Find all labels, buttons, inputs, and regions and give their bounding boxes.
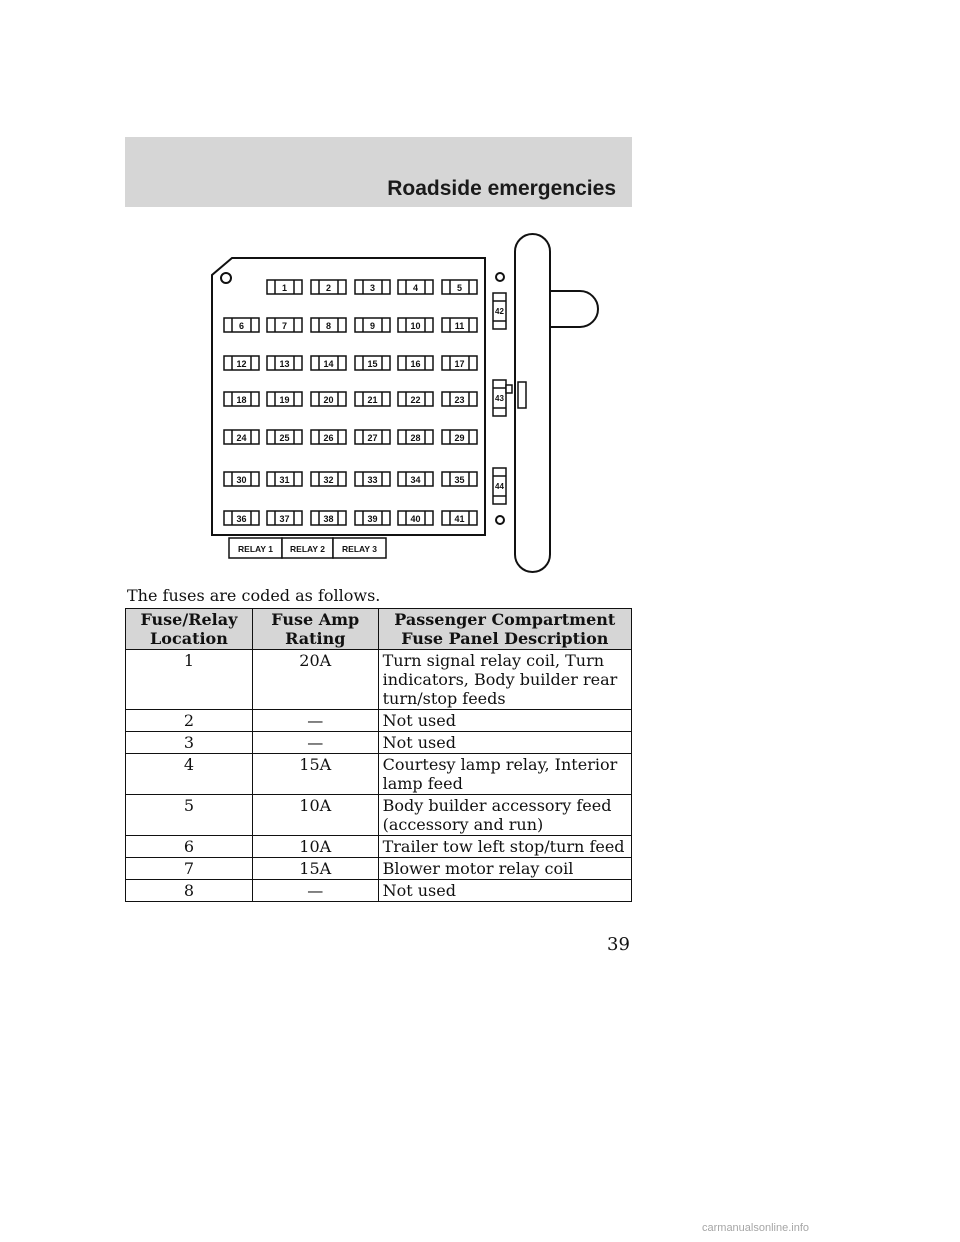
- fuse-slot: [355, 472, 390, 486]
- relay-connector: [518, 382, 526, 408]
- page-number: 39: [607, 934, 630, 955]
- fuse-slot: [442, 472, 477, 486]
- fuse-label: 16: [410, 359, 421, 369]
- fuse-slot: [224, 472, 259, 486]
- fuse-label: 13: [279, 359, 290, 369]
- fuse-label: 32: [323, 475, 334, 485]
- table-row: [126, 836, 632, 858]
- fuse-label: 12: [236, 359, 247, 369]
- fuse-slot: [442, 356, 477, 370]
- fuse-slot: [442, 318, 477, 332]
- fuse-label: 39: [367, 514, 378, 524]
- cell-description: Turn signal relay coil, Turn indicators, Body builder rear turn/stop feeds: [378, 650, 631, 710]
- fuse-slot: [442, 392, 477, 406]
- fuse-table: [125, 608, 632, 902]
- fuse-label: 11: [454, 321, 465, 331]
- column-header-location: Fuse/Relay Location: [126, 609, 253, 650]
- cell-rating: —: [252, 710, 378, 732]
- mounting-hole: [221, 273, 231, 283]
- cell-rating: 10A: [252, 795, 378, 836]
- fuse-label: 36: [236, 514, 247, 524]
- table-header-row: [126, 609, 632, 650]
- table-row: [126, 710, 632, 732]
- column-header-rating: Fuse Amp Rating: [252, 609, 378, 650]
- fuse-slot: [355, 392, 390, 406]
- fuse-slot: [267, 280, 302, 294]
- fuse-slot: [311, 430, 346, 444]
- fuse-label: 22: [410, 395, 421, 405]
- cell-rating: —: [252, 732, 378, 754]
- fuse-slot: [398, 392, 433, 406]
- fuse-label: 30: [236, 475, 247, 485]
- fuse-label: 5: [456, 283, 463, 293]
- fuse-label: 41: [454, 514, 465, 524]
- relay-label: RELAY 1: [238, 544, 273, 554]
- fuse-slot: [398, 511, 433, 525]
- fuse-label: 6: [238, 321, 245, 331]
- fuse-label: 33: [367, 475, 378, 485]
- fuse-label: 3: [369, 283, 376, 293]
- watermark: carmanualsonline.info: [702, 1222, 810, 1234]
- table-row: [126, 795, 632, 836]
- fuse-slot: [355, 280, 390, 294]
- fuse-label: 8: [325, 321, 332, 331]
- fuse-label: 38: [323, 514, 334, 524]
- cell-description: Body builder accessory feed (accessory and run): [378, 795, 631, 836]
- fuse-label: 10: [410, 321, 421, 331]
- cell-description: Not used: [378, 710, 631, 732]
- cell-description: Trailer tow left stop/turn feed: [378, 836, 631, 858]
- fuse-label: 34: [410, 475, 421, 485]
- fuse-slot: [442, 280, 477, 294]
- fuse-slot: [267, 356, 302, 370]
- fuse-slot: [311, 280, 346, 294]
- fuse-slot: [442, 430, 477, 444]
- fuse-slot: [267, 392, 302, 406]
- cell-description: Courtesy lamp relay, Interior lamp feed: [378, 754, 631, 795]
- relay-connector: [506, 385, 512, 393]
- fuse-slot: [311, 318, 346, 332]
- fuse-label: 37: [279, 514, 290, 524]
- fuse-label: 25: [279, 433, 290, 443]
- fuse-label: 15: [367, 359, 378, 369]
- fuse-slot: [398, 430, 433, 444]
- cell-location: 2: [126, 710, 253, 732]
- fuse-slot: [355, 430, 390, 444]
- fuse-label: 7: [281, 321, 288, 331]
- cell-description: Not used: [378, 732, 631, 754]
- cell-rating: —: [252, 880, 378, 902]
- fuse-slot: [355, 318, 390, 332]
- fuse-slot: [398, 472, 433, 486]
- fuse-slot: [267, 511, 302, 525]
- fuse-label: 42: [495, 307, 504, 316]
- fuse-slot: [355, 511, 390, 525]
- fuse-slot: [398, 356, 433, 370]
- fuse-slot: [224, 356, 259, 370]
- cell-description: Blower motor relay coil: [378, 858, 631, 880]
- relay-label: RELAY 3: [342, 544, 377, 554]
- fuse-label: 28: [410, 433, 421, 443]
- cell-rating: 15A: [252, 858, 378, 880]
- fuse-label: 17: [454, 359, 465, 369]
- section-header-band: [125, 137, 632, 207]
- cell-location: 3: [126, 732, 253, 754]
- table-row: [126, 754, 632, 795]
- mounting-hole: [496, 516, 504, 524]
- fuse-slot: [224, 318, 259, 332]
- fuse-label: 26: [323, 433, 334, 443]
- cell-rating: 15A: [252, 754, 378, 795]
- relay-slot: [229, 538, 282, 558]
- fuse-label: 27: [367, 433, 378, 443]
- relay-slot: [333, 538, 386, 558]
- fuse-label: 20: [323, 395, 334, 405]
- table-row: [126, 858, 632, 880]
- fuse-label: 24: [236, 433, 247, 443]
- connector-tab: [546, 291, 598, 327]
- cell-location: 7: [126, 858, 253, 880]
- fuse-label: 4: [412, 283, 419, 293]
- table-row: [126, 880, 632, 902]
- fuse-label: 9: [369, 321, 376, 331]
- fuse-slot: [224, 392, 259, 406]
- cell-rating: 20A: [252, 650, 378, 710]
- fuse-label: 40: [410, 514, 421, 524]
- fuse-label: 43: [495, 394, 504, 403]
- column-header-description: Passenger Compartment Fuse Panel Description: [378, 609, 631, 650]
- fuse-slot: [311, 511, 346, 525]
- relay-slot: [282, 538, 333, 558]
- side-fuse-slot: [493, 468, 506, 504]
- fuse-label: 21: [367, 395, 378, 405]
- fuse-slot: [267, 472, 302, 486]
- fuse-label: 18: [236, 395, 247, 405]
- fuse-label: 35: [454, 475, 465, 485]
- relay-group: [229, 538, 386, 558]
- cell-location: 8: [126, 880, 253, 902]
- fuse-label: 44: [495, 482, 504, 491]
- cell-location: 1: [126, 650, 253, 710]
- fuse-label: 23: [454, 395, 465, 405]
- fuse-slot: [355, 356, 390, 370]
- fuse-label: 29: [454, 433, 465, 443]
- fuse-slot: [398, 318, 433, 332]
- fuse-slot: [311, 392, 346, 406]
- fuse-slot: [311, 472, 346, 486]
- table-row: [126, 732, 632, 754]
- side-fuse-slot: [493, 293, 506, 329]
- fuse-slot: [224, 511, 259, 525]
- fuse-slot: [224, 430, 259, 444]
- fuse-panel-diagram: [200, 230, 610, 575]
- fuse-slot: [442, 511, 477, 525]
- cell-rating: 10A: [252, 836, 378, 858]
- fuse-slot: [267, 430, 302, 444]
- fuse-label: 1: [281, 283, 288, 293]
- cell-description: Not used: [378, 880, 631, 902]
- intro-text: The fuses are coded as follows.: [127, 586, 381, 605]
- fuse-label: 19: [279, 395, 290, 405]
- cell-location: 4: [126, 754, 253, 795]
- cell-location: 5: [126, 795, 253, 836]
- mounting-hole: [496, 273, 504, 281]
- table-row: [126, 650, 632, 710]
- cell-location: 6: [126, 836, 253, 858]
- fuse-label: 2: [325, 283, 332, 293]
- fuse-slot: [311, 356, 346, 370]
- fuse-label: 31: [279, 475, 290, 485]
- side-fuse-slot: [493, 380, 506, 416]
- relay-label: RELAY 2: [290, 544, 325, 554]
- fuse-label: 14: [323, 359, 334, 369]
- fuse-slot: [398, 280, 433, 294]
- fuse-slot: [267, 318, 302, 332]
- section-title: Roadside emergencies: [387, 177, 616, 200]
